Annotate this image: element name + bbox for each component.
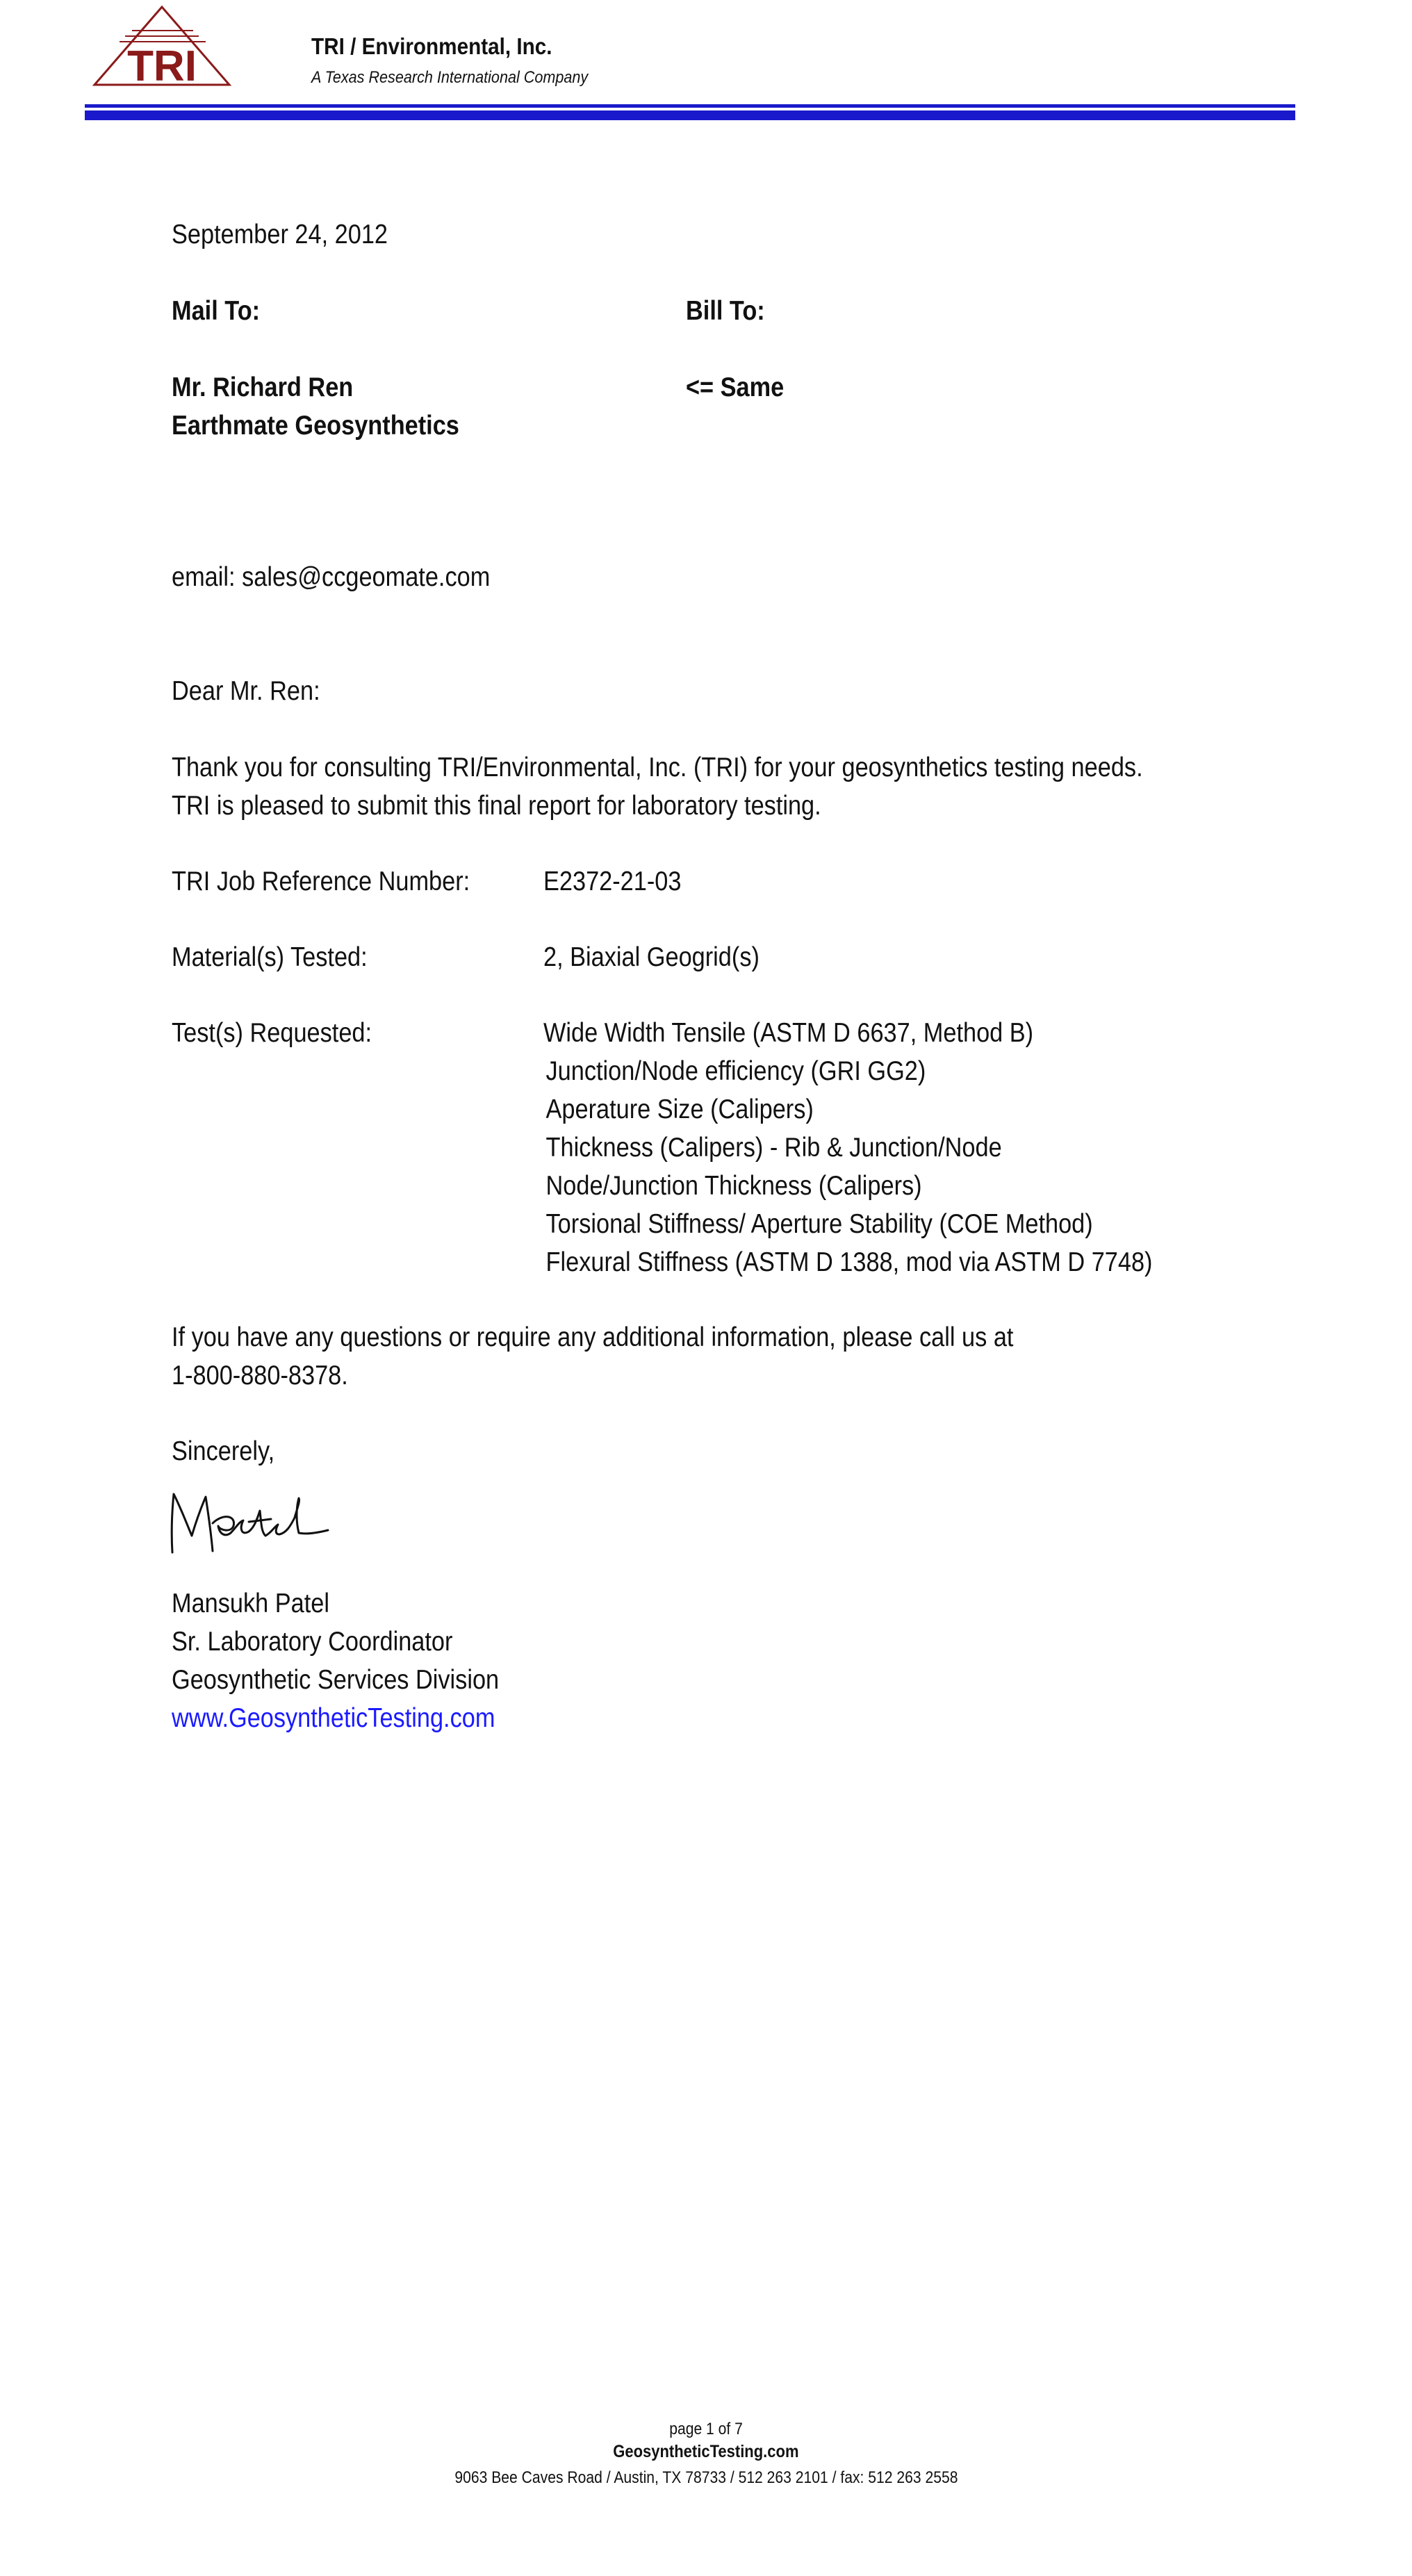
footer-address-text: 9063 Bee Caves Road / Austin, TX 78733 / 512 263 2101 / fax: 512 263 2558 (454, 2468, 958, 2487)
materials-label: Material(s) Tested: (172, 942, 368, 972)
test-item: Torsional Stiffness/ Aperture Stability (COE Method) (545, 1209, 1093, 1239)
intro-line-2: TRI is pleased to submit this final report for laboratory testing. (172, 791, 821, 821)
recipient-name: Mr. Richard Ren (172, 372, 354, 402)
job-ref-label: TRI Job Reference Number: (172, 867, 470, 896)
test-item: Junction/Node efficiency (GRI GG2) (545, 1056, 926, 1086)
tests-label: Test(s) Requested: (172, 1018, 372, 1048)
logo-text: TRI (127, 42, 197, 88)
header-rule-thick (85, 110, 1295, 120)
letter-date: September 24, 2012 (172, 220, 388, 249)
recipient-company: Earthmate Geosynthetics (172, 411, 459, 441)
test-item: Node/Junction Thickness (Calipers) (545, 1171, 922, 1201)
signature-image (167, 1487, 334, 1557)
tests-list (543, 1014, 1152, 1281)
footer-page-text: page 1 of 7 (669, 2420, 743, 2438)
footer-site-text: GeosyntheticTesting.com (613, 2442, 799, 2461)
job-ref-value: E2372-21-03 (543, 867, 682, 896)
website-link[interactable]: www.GeosyntheticTesting.com (172, 1703, 495, 1733)
footer-site (0, 2442, 1412, 2462)
signer-division: Geosynthetic Services Division (172, 1665, 500, 1695)
materials-value: 2, Biaxial Geogrid(s) (543, 942, 760, 972)
header-rule-thin (85, 104, 1295, 108)
test-item: Aperature Size (Calipers) (545, 1094, 814, 1124)
company-logo (89, 4, 235, 88)
test-item: Wide Width Tensile (ASTM D 6637, Method B) (543, 1018, 1034, 1048)
footer-address (0, 2468, 1412, 2488)
closing-line-2: 1-800-880-8378. (172, 1361, 348, 1390)
handwritten-signature-icon (167, 1487, 334, 1557)
company-name: TRI / Environmental, Inc. (311, 33, 552, 59)
sign-off: Sincerely, (172, 1436, 275, 1466)
bill-to-label: Bill To: (686, 296, 765, 326)
footer-page-number (0, 2420, 1412, 2439)
signer-title: Sr. Laboratory Coordinator (172, 1627, 453, 1657)
bill-to-value: <= Same (686, 372, 785, 402)
signer-name: Mansukh Patel (172, 1589, 330, 1618)
mail-to-label: Mail To: (172, 296, 261, 326)
test-item: Thickness (Calipers) - Rib & Junction/Node (545, 1133, 1002, 1163)
logo-triangle-icon (89, 4, 235, 88)
closing-line-1: If you have any questions or require any additional information, please call us at (172, 1322, 1014, 1352)
salutation: Dear Mr. Ren: (172, 676, 320, 706)
test-item: Flexural Stiffness (ASTM D 1388, mod via ASTM D 7748) (545, 1247, 1153, 1277)
intro-line-1: Thank you for consulting TRI/Environmental, Inc. (TRI) for your geosynthetics testing needs. (172, 753, 1143, 782)
company-tagline: A Texas Research International Company (311, 68, 589, 87)
recipient-email: email: sales@ccgeomate.com (172, 562, 491, 592)
